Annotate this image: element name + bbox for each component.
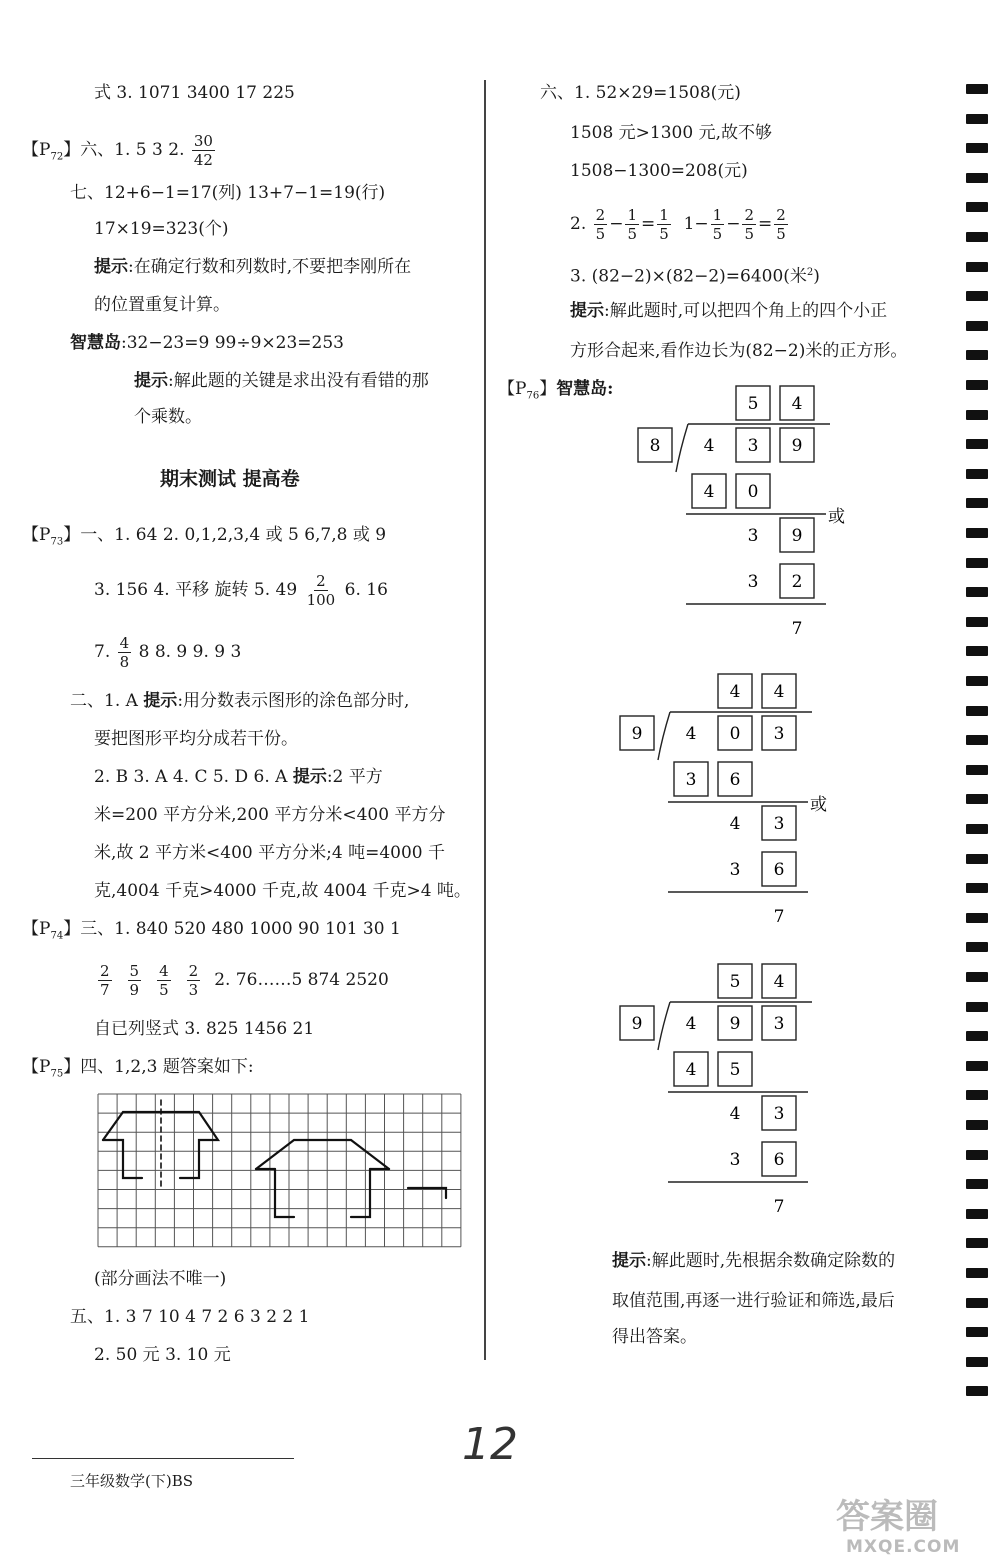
hint-line: 提示:解此题的关键是求出没有看错的那	[134, 371, 429, 391]
binding-mark	[966, 410, 988, 420]
hint-line: 的位置重复计算。	[94, 295, 230, 315]
answer-line: 七、12+6−1=17(列) 13+7−1=19(行)	[70, 183, 386, 203]
binding-mark	[966, 1357, 988, 1367]
fraction: $\frac{30}{42}$	[193, 132, 213, 169]
section-title: 期末测试 提高卷	[160, 468, 300, 490]
hint-line: 提示:解此题时,先根据余数确定除数的	[612, 1251, 896, 1271]
handwritten-page-number: 12	[462, 1419, 518, 1470]
answer-line: 1508 元>1300 元,故不够	[570, 123, 772, 143]
binding-mark	[966, 824, 988, 834]
remainder: 7	[773, 907, 785, 927]
grid-drawing	[94, 1092, 474, 1252]
hint-line: 取值范围,再逐一进行验证和筛选,最后	[612, 1291, 895, 1311]
hint-line: 提示:在确定行数和列数时,不要把李刚所在	[94, 257, 412, 277]
binding-mark	[966, 735, 988, 745]
answer-line: 二、1. A 提示:用分数表示图形的涂色部分时,	[70, 691, 410, 711]
digit: 0	[747, 482, 759, 502]
answer-line: 六、1. 52×29=1508(元)	[540, 83, 741, 103]
binding-mark	[966, 706, 988, 716]
column-divider	[484, 80, 486, 1360]
digit: 4	[729, 682, 741, 702]
digit: 4	[703, 436, 715, 456]
binding-mark	[966, 1120, 988, 1130]
binding-mark	[966, 173, 988, 183]
binding-mark	[966, 1031, 988, 1041]
long-division-1	[630, 380, 860, 640]
division-bracket	[676, 424, 688, 472]
digit: 9	[791, 436, 803, 456]
binding-mark	[966, 232, 988, 242]
fraction: $\frac{2}{100}$	[306, 572, 336, 609]
binding-mark	[966, 498, 988, 508]
answer-line: 自已列竖式 3. 825 1456 21	[94, 1019, 315, 1039]
digit: 3	[773, 1014, 785, 1034]
footer-rule	[32, 1458, 294, 1459]
answer-line: 【$P_{76}$】智慧岛:	[498, 379, 614, 402]
digit: 2	[791, 572, 803, 592]
answer-line: 【$P_{74}$】三、1. 840 520 480 1000 90 101 30 1	[22, 919, 401, 942]
digit: 3	[729, 860, 741, 880]
binding-mark	[966, 528, 988, 538]
remainder: 7	[773, 1197, 785, 1217]
digit: 4	[703, 482, 715, 502]
hint-line: 得出答案。	[612, 1327, 697, 1347]
digit: 5	[729, 1060, 741, 1080]
page-ref-number: 72	[50, 151, 64, 163]
binding-mark	[966, 1327, 988, 1337]
binding-mark	[966, 84, 988, 94]
digit: 3	[685, 770, 697, 790]
answer-line: 【$P_{72}$】六、1. 5 3 2. $\frac{30}{42}$	[22, 132, 213, 169]
binding-mark	[966, 676, 988, 686]
answer-line: 2. $\frac{2}{5}$ − $\frac{1}{5}$ = $\frac{1}{5}$ 1− $\frac{1}{5}$ − $\frac{2}{5}$ = $\frac{2}{5}$	[570, 206, 786, 243]
shape-outline	[275, 1169, 294, 1217]
remainder: 7	[791, 619, 803, 639]
binding-mark	[966, 883, 988, 893]
digit: 0	[729, 724, 741, 744]
answer-line: 五、1. 3 7 10 4 7 2 6 3 2 2 1	[70, 1307, 310, 1327]
digit: 9	[631, 724, 643, 744]
binding-mark	[966, 1209, 988, 1219]
digit: 4	[791, 394, 803, 414]
binding-mark	[966, 794, 988, 804]
binding-mark	[966, 1298, 988, 1308]
watermark-url: MXQE.COM	[846, 1537, 961, 1557]
answer-line: 17×19=323(个)	[94, 219, 229, 239]
digit: 8	[649, 436, 661, 456]
binding-mark	[966, 617, 988, 627]
binding-mark	[966, 291, 988, 301]
digit: 4	[773, 972, 785, 992]
binding-mark	[966, 1002, 988, 1012]
digit: 3	[773, 724, 785, 744]
digit: 9	[631, 1014, 643, 1034]
answer-line: 3. 156 4. 平移 旋转 5. 49 $\frac{2}{100}$ 6. 16	[94, 572, 388, 609]
digit: 4	[729, 814, 741, 834]
or-label: 或	[810, 795, 827, 815]
answer-line: 7. $\frac{4}{8}$ 8 8. 9 9. 9 3	[94, 634, 242, 671]
answer-line: (部分画法不唯一)	[94, 1269, 227, 1289]
digit: 3	[747, 526, 759, 546]
binding-mark	[966, 380, 988, 390]
digit: 9	[729, 1014, 741, 1034]
answer-line: 1508−1300=208(元)	[570, 161, 748, 181]
answer-line: 【$P_{73}$】一、1. 64 2. 0,1,2,3,4 或 5 6,7,8 或 9	[22, 525, 387, 548]
book-label: 三年级数学(下)BS	[70, 1472, 194, 1490]
digit: 5	[747, 394, 759, 414]
answer-line: 式 3. 1071 3400 17 225	[94, 83, 295, 103]
binding-mark	[966, 913, 988, 923]
hint-line: 提示:解此题时,可以把四个角上的四个小正	[570, 301, 888, 321]
digit: 3	[773, 1104, 785, 1124]
page-ref: P	[39, 140, 51, 160]
shape-outline	[351, 1169, 370, 1217]
digit: 4	[685, 1014, 697, 1034]
binding-mark	[966, 587, 988, 597]
binding-mark	[966, 1061, 988, 1071]
answer-line: 米,故 2 平方米<400 平方分米;4 吨=4000 千	[94, 843, 445, 863]
digit: 4	[685, 1060, 697, 1080]
digit: 3	[729, 1150, 741, 1170]
binding-mark	[966, 321, 988, 331]
fraction: $\frac{5}{9}$	[129, 962, 140, 999]
fraction: $\frac{4}{5}$	[159, 962, 169, 999]
binding-mark	[966, 1090, 988, 1100]
long-division-2	[612, 668, 842, 928]
digit: 4	[685, 724, 697, 744]
fraction: $\frac{2}{7}$	[100, 962, 110, 999]
answer-line: $\frac{2}{7}$ $\frac{5}{9}$ $\frac{4}{5}$ $\frac{2}{3}$ 2. 76……5 874 2520	[100, 962, 389, 999]
answer-line: 要把图形平均分成若干份。	[94, 729, 298, 749]
binding-mark	[966, 350, 988, 360]
digit: 6	[729, 770, 741, 790]
fraction: $\frac{4}{8}$	[119, 634, 130, 671]
binding-mark	[966, 1268, 988, 1278]
binding-mark	[966, 262, 988, 272]
shape-outline	[256, 1140, 389, 1169]
binding-mark	[966, 972, 988, 982]
binding-mark	[966, 202, 988, 212]
binding-mark	[966, 854, 988, 864]
digit: 3	[773, 814, 785, 834]
digit: 3	[747, 436, 759, 456]
answer-line: 智慧岛:32−23=9 99÷9×23=253	[70, 333, 344, 353]
digit: 6	[773, 860, 785, 880]
division-bracket	[658, 712, 670, 760]
hint-line: 个乘数。	[134, 407, 202, 427]
digit: 3	[747, 572, 759, 592]
digit: 5	[729, 972, 741, 992]
answer-line: 3. (82−2)×(82−2)=6400(米$^2$)	[570, 266, 820, 287]
long-division-3	[612, 958, 842, 1218]
division-bracket	[658, 1002, 670, 1050]
binding-mark	[966, 558, 988, 568]
binding-mark	[966, 439, 988, 449]
fraction: $\frac{2}{3}$	[188, 962, 199, 999]
binding-mark	[966, 646, 988, 656]
digit: 6	[773, 1150, 785, 1170]
binding-mark	[966, 765, 988, 775]
binding-mark	[966, 1179, 988, 1189]
binding-mark	[966, 469, 988, 479]
binding-mark	[966, 143, 988, 153]
binding-mark	[966, 1150, 988, 1160]
digit: 9	[791, 526, 803, 546]
answer-line: 【$P_{75}$】四、1,2,3 题答案如下:	[22, 1057, 254, 1080]
answer-line: 米=200 平方分米,200 平方分米<400 平方分	[94, 805, 446, 825]
answer-line: 2. 50 元 3. 10 元	[94, 1345, 231, 1365]
binding-mark	[966, 942, 988, 952]
digit: 4	[773, 682, 785, 702]
binding-mark	[966, 1238, 988, 1248]
watermark-logo: 答案圈	[836, 1497, 938, 1537]
digit: 4	[729, 1104, 741, 1124]
binding-mark	[966, 114, 988, 124]
binding-mark	[966, 1386, 988, 1396]
answer-line: 克,4004 千克>4000 千克,故 4004 千克>4 吨。	[94, 881, 471, 901]
or-label: 或	[828, 507, 845, 527]
answer-line: 2. B 3. A 4. C 5. D 6. A 提示:2 平方	[94, 767, 383, 787]
hint-line: 方形合起来,看作边长为(82−2)米的正方形。	[570, 341, 908, 361]
